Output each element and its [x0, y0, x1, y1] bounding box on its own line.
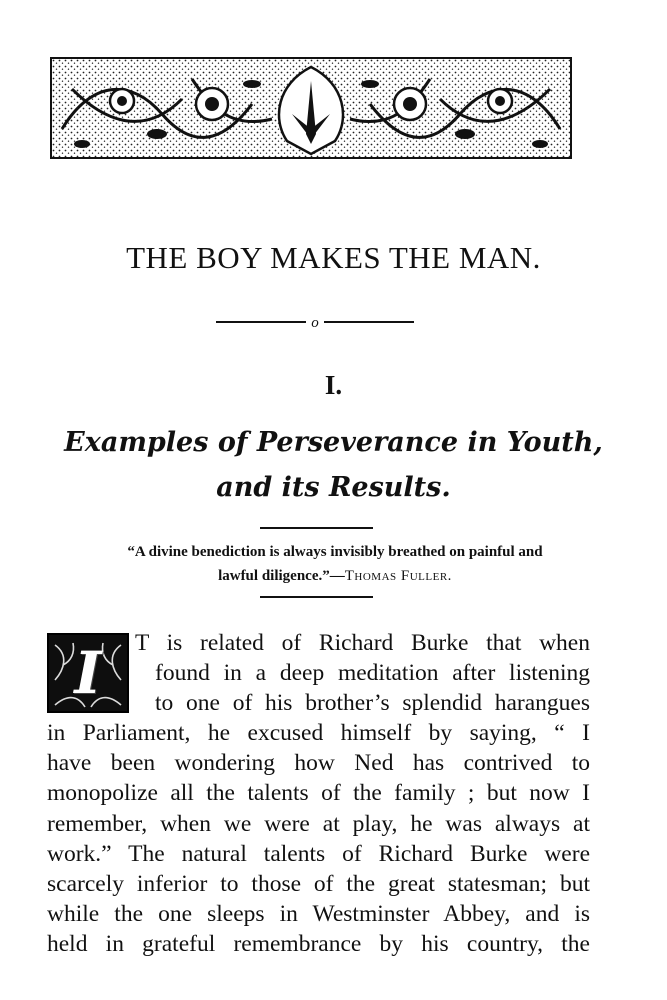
book-title: THE BOY MAKES THE MAN.	[126, 240, 541, 275]
body-line: T is related of Richard Burke that when	[135, 630, 590, 656]
body-line: monopolize all the talents of the family ; but now I	[47, 780, 590, 806]
floral-ornament-icon	[52, 59, 570, 157]
body-line: to one of his brother’s splendid harangues	[155, 690, 590, 716]
body-line: held in grateful remembrance by his country, the	[47, 931, 590, 957]
chapter-title-line-2: and its Results.	[216, 472, 451, 503]
body-line: found in a deep meditation after listening	[155, 660, 590, 686]
chapter-title	[40, 420, 627, 510]
body-line: while the one sleeps in Westminster Abbey, and is	[47, 901, 590, 927]
chapter-title-line-1: Examples of Perseverance in Youth,	[64, 427, 603, 458]
body-line: remember, when we were at play, he was always at	[47, 811, 590, 837]
body-line: have been wondering how Ned has contrived to	[47, 750, 590, 776]
body-line: in Parliament, he excused himself by saying, “ I	[47, 720, 590, 746]
chapter-number: I.	[324, 370, 343, 400]
body-line: work.” The natural talents of Richard Burke were	[47, 841, 590, 867]
epigraph	[60, 540, 610, 588]
epigraph-line-2: lawful diligence.”—	[218, 568, 345, 584]
epigraph-rule-bottom	[260, 596, 373, 598]
drop-cap-letter: I	[74, 639, 102, 707]
separator-glyph: o	[311, 315, 319, 330]
title-separator	[216, 314, 414, 330]
ornamental-headpiece	[50, 57, 572, 159]
epigraph-author: Thomas Fuller.	[344, 568, 452, 584]
epigraph-line-1: “A divine benediction is always invisibly breathed on painful and	[127, 544, 543, 560]
drop-cap	[47, 633, 129, 713]
body-line: scarcely inferior to those of the great statesman; but	[47, 871, 590, 897]
epigraph-rule-top	[260, 527, 373, 529]
